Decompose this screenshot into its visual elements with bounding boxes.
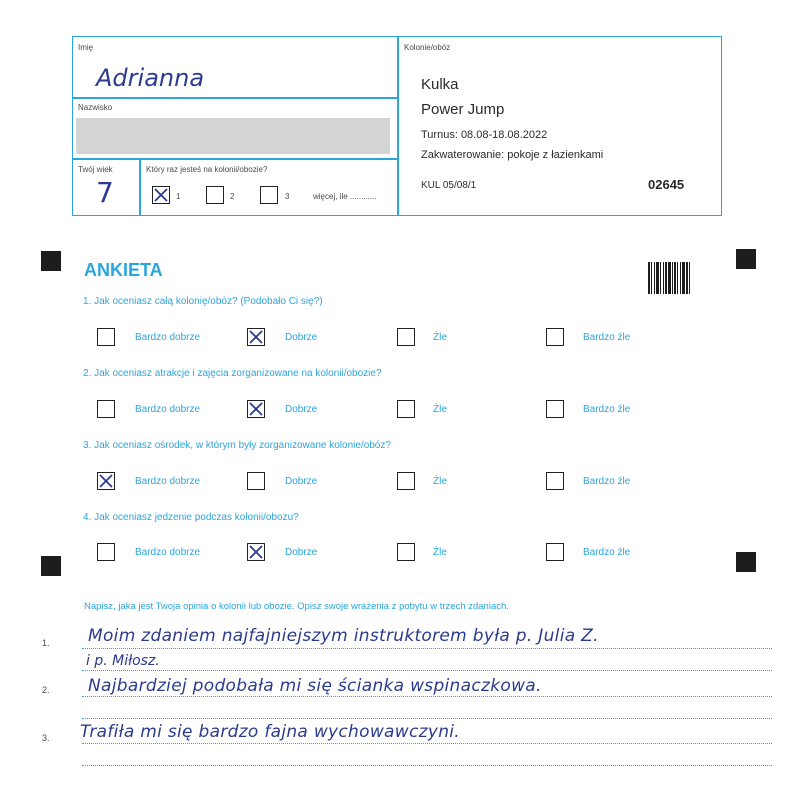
separator-wiek: [139, 158, 141, 216]
survey-title: ANKIETA: [84, 260, 163, 280]
ktory-raz-checkbox-1[interactable]: [152, 186, 170, 204]
nazwisko-redacted: [76, 118, 390, 154]
question-2-option-label: Bardzo dobrze: [135, 404, 201, 415]
question-4-option-label: Bardzo źle: [583, 547, 631, 558]
question-1-checkbox-1[interactable]: [97, 328, 115, 346]
question-3-option-label: Bardzo źle: [583, 476, 631, 487]
question-4-option-label: Dobrze: [285, 547, 318, 558]
opinion-line-3b: [82, 765, 772, 766]
turnus-text: Turnus: 08.08-18.08.2022: [421, 129, 548, 141]
check-mark-icon: [247, 543, 265, 561]
check-mark-icon: [97, 472, 115, 490]
question-text: 4. Jak oceniasz jedzenie podczas kolonii/obozu?: [83, 512, 299, 523]
barcode-icon: [648, 262, 704, 294]
opinion-line-1b: [82, 670, 772, 671]
question-3-checkbox-1[interactable]: [97, 472, 115, 490]
opinion-answer-1-continued: i p. Miłosz.: [86, 653, 160, 669]
barcode-bar: [648, 262, 650, 294]
barcode-bar: [677, 262, 678, 294]
question-text: 3. Jak oceniasz ośrodek, w którym były zorganizowane kolonie/obóz?: [83, 440, 391, 451]
question-3-checkbox-2[interactable]: [247, 472, 265, 490]
opinion-prompt: Napisz, jaka jest Twoja opinia o kolonii lub obozie. Opisz swoje wrażenia z pobytu w trzech zdaniach.: [84, 601, 509, 612]
barcode-bar: [674, 262, 676, 294]
question-2-option-label: Bardzo źle: [583, 404, 631, 415]
wiecej-label: więcej, ile ............: [313, 192, 377, 201]
question-1-option-label: Bardzo dobrze: [135, 332, 201, 343]
ktory-raz-checkbox-3[interactable]: [260, 186, 278, 204]
registration-marker-top-right: [736, 249, 756, 269]
barcode-bar: [682, 262, 685, 294]
question-3-option-label: Bardzo dobrze: [135, 476, 201, 487]
ktory-raz-option-2: 2: [230, 192, 235, 201]
opinion-answer-2: Najbardziej podobała mi się ścianka wspinaczkowa.: [88, 676, 542, 696]
question-2-checkbox-2[interactable]: [247, 400, 265, 418]
question-2-option-label: Źle: [433, 404, 447, 415]
question-1-option-label: Źle: [433, 332, 447, 343]
question-4-option-label: Bardzo dobrze: [135, 547, 201, 558]
header-divider: [397, 36, 399, 216]
barcode-bar: [651, 262, 652, 294]
opinion-line-2b: [82, 718, 772, 719]
kolonia-label: Kolonie/obóz: [404, 43, 451, 52]
separator-imie: [72, 97, 398, 99]
number-text: 02645: [648, 177, 685, 192]
check-mark-icon: [152, 186, 170, 204]
ktory-raz-label: Który raz jesteś na kolonii/obozie?: [146, 165, 268, 174]
barcode-bar: [689, 262, 690, 294]
separator-nazwisko: [72, 158, 398, 160]
zakwaterowanie-text: Zakwaterowanie: pokoje z łazienkami: [421, 149, 604, 161]
barcode-bar: [680, 262, 681, 294]
code-text: KUL 05/08/1: [421, 180, 477, 191]
nazwisko-label: Nazwisko: [78, 103, 113, 112]
kolonia-name: Kulka: [421, 76, 459, 93]
registration-marker-top-left: [41, 251, 61, 271]
question-3-option-label: Dobrze: [285, 476, 318, 487]
question-1-option-label: Dobrze: [285, 332, 318, 343]
question-2-checkbox-3[interactable]: [397, 400, 415, 418]
barcode-bar: [672, 262, 673, 294]
registration-marker-bottom-left: [41, 556, 61, 576]
ktory-raz-option-3: 3: [285, 192, 290, 201]
barcode-bar: [668, 262, 671, 294]
barcode-bar: [663, 262, 664, 294]
question-1-checkbox-2[interactable]: [247, 328, 265, 346]
imie-value: Adrianna: [96, 64, 205, 92]
barcode-bar: [654, 262, 655, 294]
wiek-label: Twój wiek: [78, 165, 113, 174]
opinion-answer-3: Trafiła mi się bardzo fajna wychowawczyni.: [80, 722, 460, 742]
barcode-bar: [665, 262, 667, 294]
ktory-raz-option-1: 1: [176, 192, 181, 201]
opinion-number-1: 1.: [42, 638, 50, 648]
question-3-checkbox-4[interactable]: [546, 472, 564, 490]
question-4-checkbox-2[interactable]: [247, 543, 265, 561]
opinion-line-2a: [82, 696, 772, 697]
question-2-checkbox-1[interactable]: [97, 400, 115, 418]
question-1-checkbox-4[interactable]: [546, 328, 564, 346]
opinion-answer-1: Moim zdaniem najfajniejszym instruktorem była p. Julia Z.: [88, 626, 599, 646]
question-1-option-label: Bardzo źle: [583, 332, 631, 343]
question-4-option-label: Źle: [433, 547, 447, 558]
imie-label: Imię: [78, 43, 94, 52]
question-3-option-label: Źle: [433, 476, 447, 487]
opinion-line-3a: [82, 743, 772, 744]
barcode-bar: [686, 262, 688, 294]
question-2-option-label: Dobrze: [285, 404, 318, 415]
barcode-bar: [660, 262, 661, 294]
program-name: Power Jump: [421, 101, 505, 118]
question-4-checkbox-3[interactable]: [397, 543, 415, 561]
wiek-value: 7: [96, 176, 114, 209]
ktory-raz-checkbox-2[interactable]: [206, 186, 224, 204]
check-mark-icon: [247, 328, 265, 346]
question-4-checkbox-4[interactable]: [546, 543, 564, 561]
question-2-checkbox-4[interactable]: [546, 400, 564, 418]
opinion-line-1a: [82, 648, 772, 649]
question-1-checkbox-3[interactable]: [397, 328, 415, 346]
question-text: 1. Jak oceniasz całą kolonię/obóz? (Podobało Ci się?): [83, 296, 323, 307]
question-4-checkbox-1[interactable]: [97, 543, 115, 561]
question-3-checkbox-3[interactable]: [397, 472, 415, 490]
question-text: 2. Jak oceniasz atrakcje i zajęcia zorganizowane na kolonii/obozie?: [83, 368, 382, 379]
barcode-bar: [656, 262, 659, 294]
opinion-number-3: 3.: [42, 733, 50, 743]
opinion-number-2: 2.: [42, 685, 50, 695]
check-mark-icon: [247, 400, 265, 418]
registration-marker-bottom-right: [736, 552, 756, 572]
